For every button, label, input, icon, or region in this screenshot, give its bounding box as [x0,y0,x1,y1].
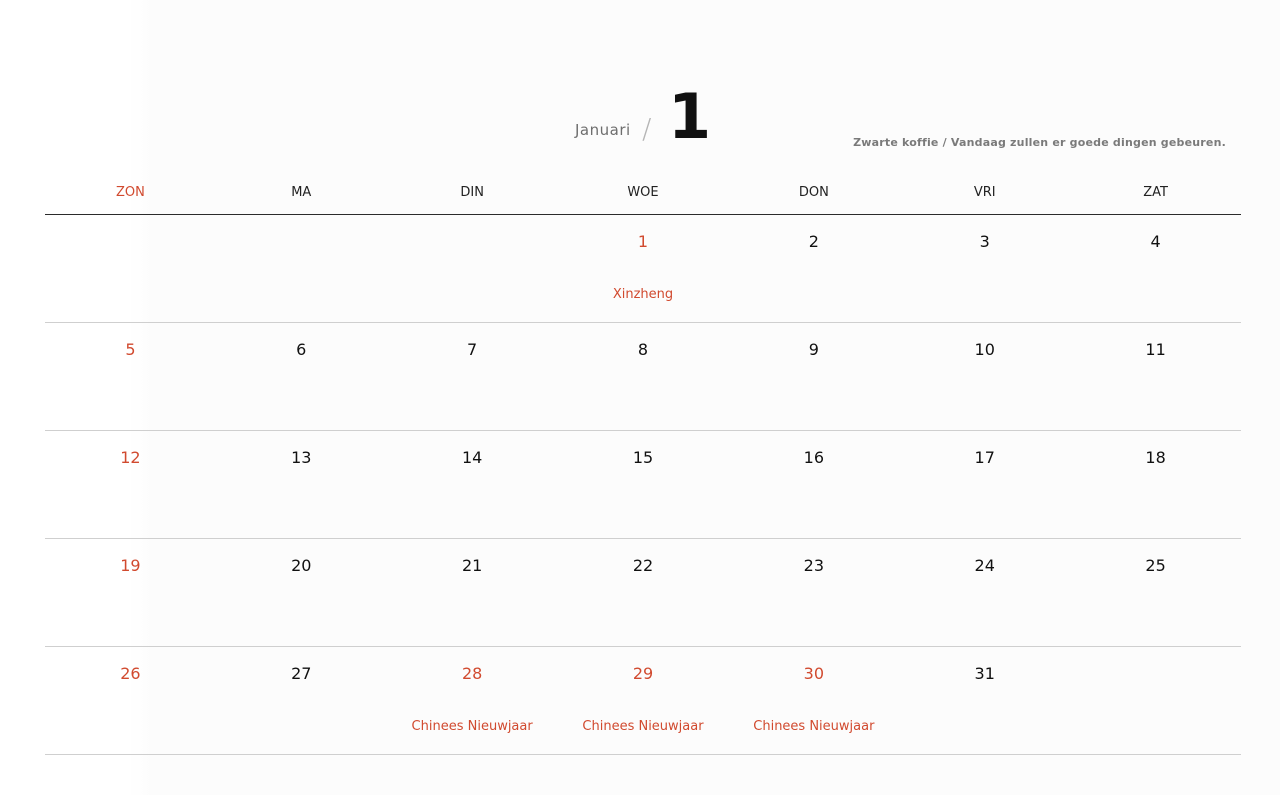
day-cell[interactable] [45,215,216,323]
day-number: 31 [974,664,995,683]
day-number: 6 [296,340,307,359]
day-number: 20 [291,556,312,575]
weekday-thursday: DON [798,185,829,200]
day-number: 17 [974,448,995,467]
day-number: 30 [803,664,825,683]
day-cell[interactable] [387,323,558,431]
day-number: 23 [803,556,825,575]
day-cell[interactable] [558,647,729,755]
day-number: 9 [808,340,819,359]
weekday-wednesday: WOE [627,185,659,200]
day-number: 29 [632,664,654,683]
day-note: Chinees Nieuwjaar [582,719,704,734]
day-cell[interactable] [216,431,387,539]
day-cell[interactable] [558,323,729,431]
day-number: 24 [974,556,995,575]
day-cell[interactable] [45,539,216,647]
day-cell[interactable] [728,431,899,539]
month-number: 1 [668,80,712,153]
weekday-sunday: ZON [115,185,145,200]
day-cell[interactable] [1070,539,1241,647]
day-number: 3 [979,232,990,251]
day-cell[interactable] [387,539,558,647]
day-cell[interactable] [899,215,1070,323]
day-cell[interactable] [1070,647,1241,755]
day-note: Chinees Nieuwjaar [411,719,533,734]
day-cell[interactable] [558,431,729,539]
day-note: Chinees Nieuwjaar [753,719,875,734]
day-number: 12 [120,448,141,467]
day-cell[interactable] [387,431,558,539]
weekday-tuesday: DIN [460,185,484,200]
day-cell[interactable] [45,323,216,431]
calendar-grid [45,215,1241,755]
day-cell[interactable] [558,539,729,647]
day-cell[interactable] [728,647,899,755]
day-number: 25 [1145,556,1166,575]
day-number: 15 [632,448,654,467]
day-number: 7 [467,340,478,359]
day-number: 21 [461,556,483,575]
day-cell[interactable] [216,215,387,323]
day-cell[interactable] [899,647,1070,755]
day-cell[interactable] [558,215,729,323]
day-cell[interactable] [1070,323,1241,431]
day-number: 27 [291,664,312,683]
day-cell[interactable] [899,323,1070,431]
day-number: 26 [120,664,141,683]
day-number: 11 [1145,340,1166,359]
day-number: 2 [808,232,819,251]
day-number: 4 [1150,232,1161,251]
day-number: 8 [637,340,649,359]
month-name: Januari [575,121,631,139]
day-cell[interactable] [216,323,387,431]
day-number: 16 [803,448,825,467]
day-number: 10 [974,340,995,359]
day-number: 14 [461,448,483,467]
day-number: 13 [291,448,312,467]
day-cell[interactable] [216,647,387,755]
tagline: Zwarte koffie / Vandaag zullen er goede dingen gebeuren. [853,136,1226,149]
day-number: 5 [125,340,136,359]
day-number: 18 [1145,448,1166,467]
day-cell[interactable] [387,215,558,323]
day-number: 22 [632,556,654,575]
day-cell[interactable] [728,539,899,647]
weekday-saturday: ZAT [1143,185,1168,200]
day-cell[interactable] [216,539,387,647]
day-number: 28 [461,664,483,683]
day-cell[interactable] [899,539,1070,647]
day-cell[interactable] [728,215,899,323]
day-cell[interactable] [1070,215,1241,323]
weekday-header [45,177,1241,215]
day-note: Xinzheng [612,287,674,302]
day-cell[interactable] [728,323,899,431]
day-cell[interactable] [387,647,558,755]
weekday-monday: MA [291,185,312,200]
month-separator: / [642,112,652,145]
day-number: 1 [637,232,649,251]
day-number: 19 [120,556,141,575]
day-cell[interactable] [45,647,216,755]
day-cell[interactable] [45,431,216,539]
day-cell[interactable] [899,431,1070,539]
weekday-friday: VRI [973,185,996,200]
day-cell[interactable] [1070,431,1241,539]
